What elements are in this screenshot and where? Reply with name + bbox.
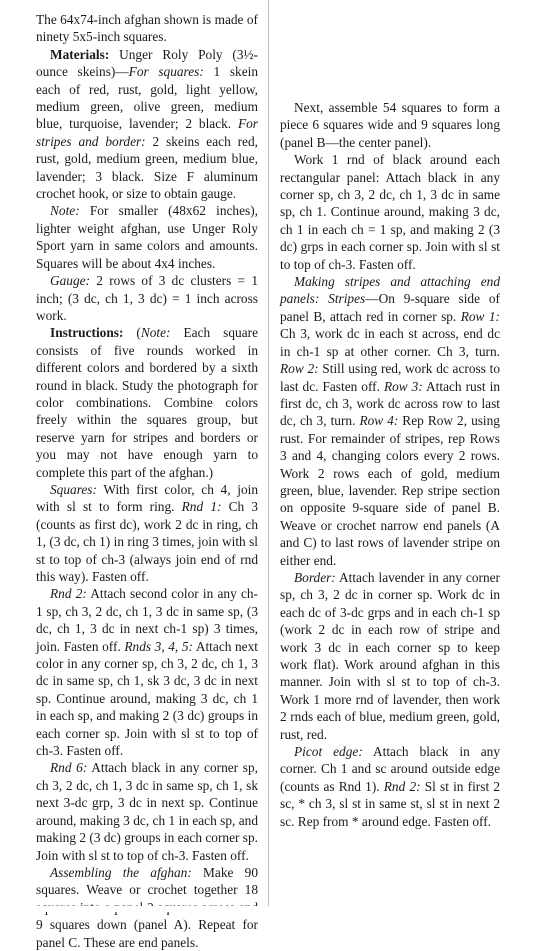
squares-paragraph: Squares: With first color, ch 4, join with sl st to form ring. Rnd 1: Ch 3 (counts as first dc), work 2 dc in ring, ch 1, (3 dc, ch 1) in ring 3 times, join with sl st to top of ch-3 (always join end of rnd this way). Fasten off.: [36, 481, 259, 584]
row3-label: Row 3:: [383, 378, 423, 394]
for-stripes-label: For stripes and border:: [36, 116, 258, 149]
picot-heading: Picot edge:: [294, 744, 363, 760]
page-bottom-edge: [0, 906, 533, 912]
black-round-paragraph: Work 1 rnd of black around each rectangular panel: Attach black in any corner sp, ch 3, 2 dc, ch 1, 3 dc in same sp, ch 1. Continue around, making 3 dc, ch 1 in each ch = 1 sp, and making 2 (3 dc) grps in each corner sp. Join with sl st to top of ch-3. Fasten off.: [280, 152, 500, 272]
stripes-paragraph: Making stripes and attaching end panels: Stripes—On 9-square side of panel B, attach red in corner sp. Row 1: Ch 3, work dc in each st across, end dc in ch-1 sp at other corner. Ch 3, turn. Row 2: Still using red, work dc across to last dc. Fasten off. Row 3: Attach rust in first dc, ch 3, work dc across row to last dc, ch 3, turn. Row 4: Rep Row 2, using rust. For remainder of stripes, rep Rows 3 and 4, changing colors every 2 rows. Work 2 rows each of gold, medium green, blue, lavender. Rep stripe section on opposite 9-square side of panel B. Weave or crochet narrow end panels (A and C) to last rows of lavender stripe on either end.: [280, 274, 500, 568]
border-paragraph: Border: Attach lavender in any corner sp, ch 3, 2 dc in corner sp. Work dc in each dc of 3-dc grps and in each ch-1 sp (work 2 dc in each row of stripe and work 3 dc in each corner sp to keep work flat). Work around afghan in this manner. Join with sl st to top of ch-3. Work 1 more rnd of lavender, then work 2 rnds each of blue, medium green, gold, rust, red.: [280, 569, 500, 742]
rnd6-paragraph: Rnd 6: Attach black in any corner sp, ch 3, 2 dc, ch 1, 3 dc in same sp, ch 1, sk next 3-dc grp, 3 dc in next sp. Continue around, making 3 dc, ch 1 in each sp, and making 2 (3 dc) groups in each corner sp. Join with sl st to top of ch-3. Fasten off.: [36, 760, 258, 863]
note-heading: Note:: [50, 203, 80, 219]
instructions-note-label: Note:: [140, 325, 171, 341]
row2-label: Row 2:: [280, 361, 319, 377]
rnd2-paragraph: Rnd 2: Attach second color in any ch-1 sp, ch 3, 2 dc, ch 1, 3 dc in same sp, (3 dc, ch 1, 3 dc in next ch-1 sp) 3 times, join. Fasten off. Rnds 3, 4, 5: Attach next color in any corner sp, ch 3, 2 dc, ch 1, 3 dc in same sp, ch 1, sk 3 dc, 3 dc in next sp. Continue around, making 3 dc, ch 1 in each sp, and making 2 (3 dc) groups in each corner sp. Join with sl st to top of ch-3. Fasten off.: [36, 586, 258, 759]
note-paragraph: Note: For smaller (48x62 inches), lighter weight afghan, use Unger Roly Sport yarn in same colors and amounts. Squares will be about 4x4 inches.: [36, 203, 258, 271]
rnds-345-label: Rnds 3, 4, 5:: [124, 638, 193, 654]
rnd6-label: Rnd 6:: [50, 760, 88, 776]
rnd2-label: Rnd 2:: [50, 586, 87, 602]
intro-paragraph: The 64x74-inch afghan shown is made of ninety 5x5-inch squares.: [36, 12, 258, 45]
gauge-paragraph: Gauge: 2 rows of 3 dc clusters = 1 inch; (3 dc, ch 1, 3 dc) = 1 inch across work.: [36, 273, 258, 323]
picot-paragraph: Picot edge: Attach black in any corner. Ch 1 and sc around outside edge (counts as Rnd 1). Rnd 2: Sl st in first 2 sc, * ch 3, sl st in same st, sl st in next 2 sc. Rep from * around edge. Fasten off.: [280, 744, 500, 829]
row1-label: Row 1:: [460, 308, 500, 324]
rnd1-label: Rnd 1:: [181, 499, 222, 515]
left-column: [36, 11, 258, 951]
assembling-heading: Assembling the afghan:: [50, 864, 192, 880]
row4-label: Row 4:: [359, 413, 399, 429]
materials-heading: Materials:: [50, 46, 110, 62]
squares-heading: Squares:: [50, 481, 97, 497]
materials-paragraph: Materials: Unger Roly Poly (3½-ounce skeins)—For squares: 1 skein each of red, rust, gold, light yellow, medium green, olive green, medium blue, turquoise, lavender; 2 black. For stripes and border: 2 skeins each red, rust, gold, medium green, medium blue, lavender; 3 black. Size F aluminum crochet hook, or size to obtain gauge.: [36, 46, 258, 202]
right-column: [280, 99, 500, 830]
assembling-paragraph: Assembling the afghan: Make 90 squares. Weave or crochet together 18 9 squares down (panel A). Repeat for panel C. These are end panels.: [36, 864, 258, 950]
instructions-heading: Instructions:: [50, 325, 124, 341]
gauge-heading: Gauge:: [50, 273, 91, 289]
for-squares-label: For squares:: [128, 64, 204, 80]
border-heading: Border:: [294, 569, 336, 585]
stripes-heading: Making stripes and attaching end panels: Stripes: [280, 274, 500, 307]
assemble-paragraph: Next, assemble 54 squares to form a piece 6 squares wide and 9 squares long (panel B—the center panel).: [280, 100, 500, 150]
instructions-paragraph: Instructions: (Note: Each square consists of five rounds worked in different colors and bordered by a sixth round in black. Study the photograph for color combinations. Combine colors freely within the squares group, but reserve yarn for stripes and borders or you may not have enough yarn to complete this part of the afghan.): [36, 325, 259, 480]
column-divider: [268, 0, 269, 912]
picot-rnd2-label: Rnd 2:: [383, 778, 421, 794]
